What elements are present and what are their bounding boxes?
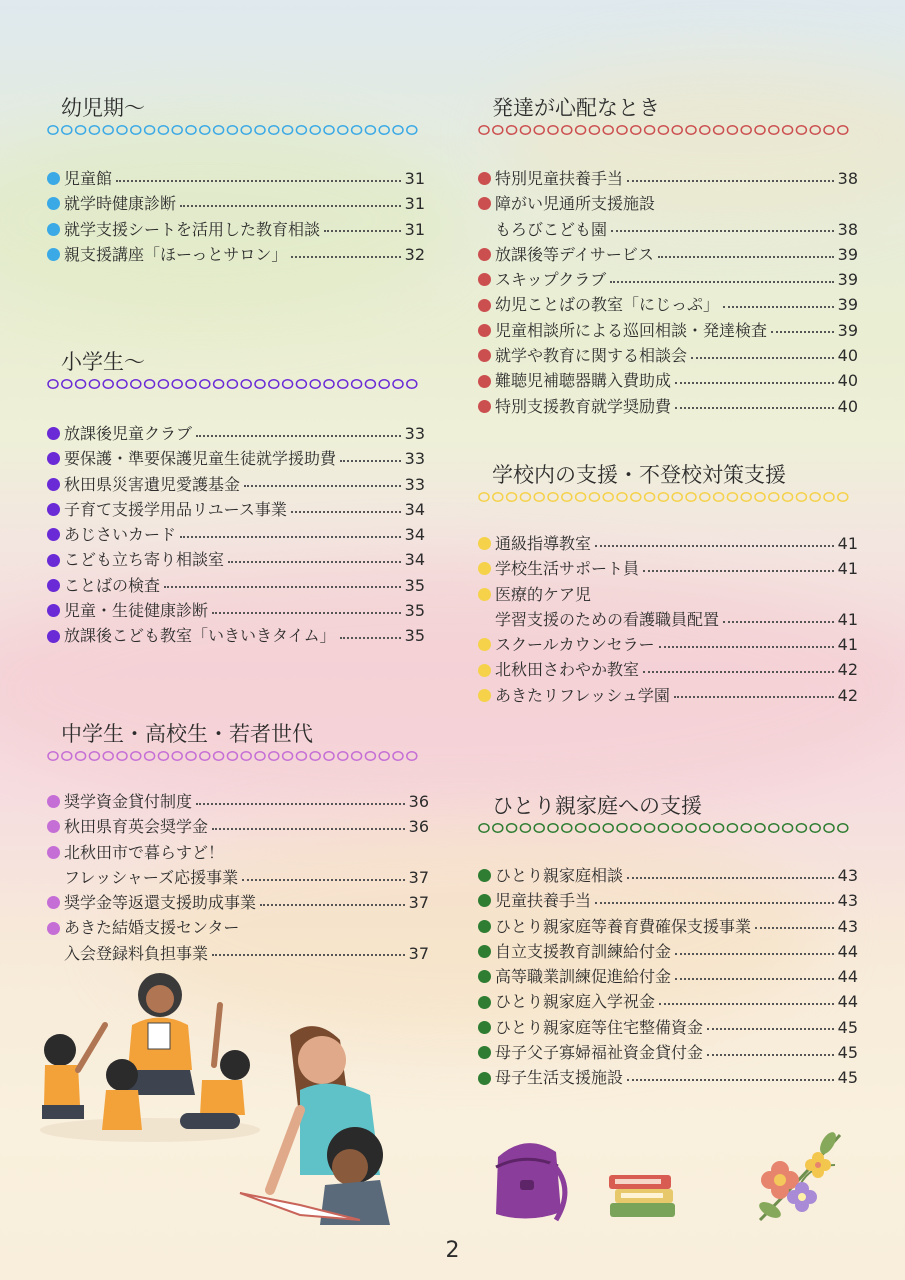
dot-leader: [691, 357, 834, 359]
section-infant: [47, 94, 425, 267]
list-item: [47, 814, 429, 839]
dot-leader: [659, 646, 834, 648]
item-page-number: 35: [404, 575, 425, 595]
list-item: [478, 1040, 858, 1065]
item-page-number: 33: [404, 449, 425, 469]
dot-leader: [324, 230, 401, 232]
item-page-number: 45: [837, 1068, 858, 1088]
bullet-icon: [47, 197, 60, 210]
item-label: スキップクラブ: [495, 270, 607, 290]
item-page-number: 31: [404, 169, 425, 188]
item-label: 就学や教育に関する相談会: [495, 346, 688, 366]
bullet-icon: [478, 349, 491, 362]
item-label: 児童館: [64, 169, 113, 188]
item-page-number: 31: [404, 219, 425, 239]
item-label: 北秋田さわやか教室: [495, 660, 640, 680]
section-title: 発達が心配なとき: [492, 96, 660, 120]
item-page-number: 41: [837, 559, 858, 579]
bullet-icon: [478, 689, 491, 702]
list-item: [478, 531, 858, 556]
bullet-icon: [478, 324, 491, 337]
bullet-icon: [478, 197, 491, 210]
list-item: [478, 632, 858, 657]
list-item: [478, 1015, 858, 1040]
item-label: 児童・生徒健康診断: [64, 601, 209, 621]
item-label: 特別支援教育就学奨励費: [495, 396, 672, 416]
dot-leader: [164, 586, 401, 588]
item-label: あきた結婚支援センター: [64, 918, 240, 938]
dot-leader: [196, 803, 405, 805]
section-title: 幼児期～: [61, 96, 145, 120]
bullet-icon: [478, 664, 491, 677]
bullet-icon: [478, 375, 491, 388]
list-item: [478, 914, 858, 939]
item-page-number: 40: [837, 371, 858, 391]
list-item: [47, 941, 429, 966]
item-label: 医療的ケア児: [495, 584, 592, 604]
item-page-number: 37: [408, 943, 429, 963]
bullet-icon: [47, 427, 60, 440]
item-label: 秋田県育英会奨学金: [64, 817, 209, 837]
dot-leader: [675, 382, 834, 384]
list-item: [478, 1065, 858, 1090]
item-label: 就学時健康診断: [64, 194, 177, 214]
dot-leader: [595, 545, 834, 547]
dot-leader: [340, 637, 401, 639]
dot-leader: [707, 1054, 834, 1056]
bullet-icon: [478, 172, 491, 185]
dot-leader: [674, 696, 834, 698]
item-label: ことばの検査: [64, 575, 161, 595]
dot-leader: [643, 671, 834, 673]
item-label: 母子生活支援施設: [495, 1068, 624, 1088]
item-label: 児童相談所による巡回相談・発達検査: [495, 320, 768, 340]
item-label: ひとり親家庭等養育費確保支援事業: [495, 916, 752, 936]
list-item: [47, 547, 425, 572]
item-label: 就学支援シートを活用した教育相談: [64, 219, 321, 239]
dot-leader: [116, 180, 401, 182]
section-title: ひとり親家庭への支援: [492, 794, 702, 818]
page-number: 2: [445, 1238, 460, 1263]
dot-leader: [643, 570, 834, 572]
list-item: [478, 657, 858, 682]
dotted-divider: [478, 822, 858, 834]
section-development: [478, 94, 858, 419]
dotted-divider: [47, 378, 425, 390]
item-label: 放課後こども教室「いきいきタイム」: [64, 626, 336, 646]
section-title: 中学生・高校生・若者世代: [61, 722, 313, 746]
list-item: [478, 888, 858, 913]
dot-leader: [611, 230, 834, 232]
bullet-icon: [47, 922, 60, 935]
list-item: [478, 267, 858, 292]
bullet-icon: [478, 1046, 491, 1059]
section-elementary: [47, 348, 425, 649]
section-title: 小学生～: [61, 350, 145, 374]
item-page-number: 38: [837, 169, 858, 188]
bullet-icon: [47, 452, 60, 465]
bullet-icon: [47, 820, 60, 833]
list-item: [478, 964, 858, 989]
dot-leader: [212, 612, 401, 614]
bullet-icon: [47, 579, 60, 592]
item-label: 母子父子寡婦福祉資金貸付金: [495, 1043, 704, 1063]
item-label: あじさいカード: [64, 525, 177, 545]
list-item: [47, 217, 425, 242]
item-label: 障がい児通所支援施設: [495, 194, 656, 214]
item-page-number: 33: [404, 474, 425, 494]
item-label: 子育て支援学用品リユース事業: [64, 499, 287, 519]
list-item: [478, 217, 858, 242]
item-page-number: 43: [837, 866, 858, 885]
list-item: [47, 789, 429, 814]
bullet-icon: [478, 248, 491, 261]
bullet-icon: [47, 846, 60, 859]
dot-leader: [610, 281, 833, 283]
item-page-number: 33: [404, 424, 425, 443]
list-item: [478, 582, 858, 607]
dot-leader: [180, 205, 401, 207]
bullet-icon: [478, 562, 491, 575]
bullet-icon: [47, 795, 60, 808]
dot-leader: [723, 621, 834, 623]
bullet-icon: [47, 630, 60, 643]
dot-leader: [340, 460, 401, 462]
section-single-parent: [478, 792, 858, 1091]
dot-leader: [627, 1079, 834, 1081]
item-page-number: 39: [837, 270, 858, 290]
dot-leader: [627, 877, 834, 879]
list-item: [478, 292, 858, 317]
item-label: フレッシャーズ応援事業: [64, 867, 239, 887]
item-page-number: 42: [837, 660, 858, 680]
item-label: あきたリフレッシュ学園: [495, 685, 670, 705]
item-label: 特別児童扶養手当: [495, 169, 624, 188]
item-page-number: 32: [404, 244, 425, 264]
dot-leader: [228, 561, 401, 563]
list-item: [47, 242, 425, 267]
item-page-number: 36: [408, 792, 429, 811]
backpack-illustration: [486, 1132, 571, 1227]
dotted-divider: [478, 491, 858, 503]
item-page-number: 39: [837, 295, 858, 315]
list-item: [478, 242, 858, 267]
list-item: [478, 556, 858, 581]
item-page-number: 44: [837, 992, 858, 1012]
item-page-number: 35: [404, 626, 425, 646]
item-label: 要保護・準要保護児童生徒就学援助費: [64, 449, 337, 469]
list-item: [478, 166, 858, 191]
item-label: 通級指導教室: [495, 534, 592, 553]
list-item: [478, 343, 858, 368]
item-label: 高等職業訓練促進給付金: [495, 967, 672, 987]
item-label: ひとり親家庭等住宅整備資金: [495, 1017, 704, 1037]
bullet-icon: [478, 869, 491, 882]
item-page-number: 31: [404, 194, 425, 214]
bullet-icon: [47, 554, 60, 567]
bullet-icon: [47, 503, 60, 516]
list-item: [478, 683, 858, 708]
list-item: [478, 989, 858, 1014]
list-item: [47, 472, 425, 497]
item-label: こども立ち寄り相談室: [64, 550, 225, 570]
bullet-icon: [478, 273, 491, 286]
bullet-icon: [478, 400, 491, 413]
bullet-icon: [478, 1021, 491, 1034]
bullet-icon: [478, 894, 491, 907]
bullet-icon: [478, 537, 491, 550]
item-label: 親支援講座「ほーっとサロン」: [64, 244, 288, 264]
item-label: 入会登録料負担事業: [64, 943, 209, 963]
list-item: [47, 421, 425, 446]
item-page-number: 39: [837, 320, 858, 340]
dot-leader: [242, 879, 405, 881]
dot-leader: [771, 331, 834, 333]
dot-leader: [595, 902, 834, 904]
item-page-number: 38: [837, 219, 858, 239]
list-item: [478, 394, 858, 419]
bullet-icon: [47, 478, 60, 491]
bullet-icon: [47, 896, 60, 909]
item-page-number: 45: [837, 1043, 858, 1063]
section-junior-high: [47, 720, 429, 966]
item-label: 秋田県災害遺児愛護基金: [64, 474, 241, 494]
list-item: [47, 840, 429, 865]
dotted-divider: [478, 124, 858, 136]
item-label: 学校生活サポート員: [495, 559, 640, 579]
item-page-number: 43: [837, 891, 858, 911]
item-page-number: 34: [404, 499, 425, 519]
list-item: [478, 607, 858, 632]
dot-leader: [212, 828, 405, 830]
dot-leader: [196, 435, 401, 437]
item-page-number: 41: [837, 534, 858, 553]
list-item: [47, 446, 425, 471]
section-school-support: [478, 461, 858, 708]
item-label: 放課後等デイサービス: [495, 244, 654, 264]
item-page-number: 37: [408, 867, 429, 887]
dot-leader: [707, 1028, 834, 1030]
bullet-icon: [478, 1072, 491, 1085]
list-item: [47, 890, 429, 915]
list-item: [478, 318, 858, 343]
bullet-icon: [47, 223, 60, 236]
item-page-number: 42: [837, 685, 858, 705]
bullet-icon: [478, 588, 491, 601]
dot-leader: [291, 256, 400, 258]
list-item: [47, 598, 425, 623]
list-item: [47, 497, 425, 522]
dotted-divider: [47, 124, 425, 136]
item-label: もろびこども園: [495, 219, 608, 239]
item-page-number: 35: [404, 601, 425, 621]
bullet-icon: [478, 945, 491, 958]
list-item: [47, 191, 425, 216]
item-page-number: 40: [837, 396, 858, 416]
list-item: [478, 939, 858, 964]
item-page-number: 40: [837, 346, 858, 366]
dot-leader: [627, 180, 834, 182]
bullet-icon: [478, 970, 491, 983]
bullet-icon: [47, 248, 60, 261]
dot-leader: [244, 485, 401, 487]
reading-illustration: [230, 1015, 400, 1230]
item-label: 放課後児童クラブ: [64, 424, 193, 443]
list-item: [47, 522, 425, 547]
item-page-number: 34: [404, 550, 425, 570]
item-page-number: 39: [837, 244, 858, 264]
dot-leader: [675, 407, 834, 409]
item-label: 北秋田市で暮らすど！: [64, 842, 225, 862]
bullet-icon: [478, 299, 491, 312]
list-item: [47, 915, 429, 940]
item-label: スクールカウンセラー: [495, 635, 655, 655]
list-item: [47, 623, 425, 648]
books-illustration: [605, 1165, 680, 1225]
item-page-number: 44: [837, 967, 858, 987]
dot-leader: [675, 978, 834, 980]
bullet-icon: [47, 604, 60, 617]
dot-leader: [755, 927, 834, 929]
item-label: 自立支援教育訓練給付金: [495, 941, 672, 961]
dot-leader: [291, 511, 401, 513]
item-label: 難聴児補聴器購入費助成: [495, 371, 672, 391]
item-page-number: 44: [837, 941, 858, 961]
item-page-number: 41: [837, 635, 858, 655]
bullet-icon: [478, 996, 491, 1009]
item-page-number: 34: [404, 525, 425, 545]
dot-leader: [723, 306, 834, 308]
bullet-icon: [478, 920, 491, 933]
item-page-number: 37: [408, 893, 429, 913]
dot-leader: [675, 953, 834, 955]
dot-leader: [658, 256, 834, 258]
bullet-icon: [478, 638, 491, 651]
bullet-icon: [47, 172, 60, 185]
item-label: 学習支援のための看護職員配置: [495, 609, 720, 629]
item-page-number: 43: [837, 916, 858, 936]
item-page-number: 41: [837, 609, 858, 629]
flowers-illustration: [740, 1125, 850, 1230]
item-label: 幼児ことばの教室「にじっぷ」: [495, 295, 720, 315]
dot-leader: [260, 904, 405, 906]
dot-leader: [212, 954, 405, 956]
item-label: ひとり親家庭入学祝金: [495, 992, 656, 1012]
list-item: [478, 863, 858, 888]
dotted-divider: [47, 750, 429, 762]
list-item: [47, 573, 425, 598]
item-label: 奨学金等返還支援助成事業: [64, 893, 257, 913]
bullet-icon: [47, 528, 60, 541]
section-title: 学校内の支援・不登校対策支援: [492, 463, 786, 487]
list-item: [478, 368, 858, 393]
dot-leader: [180, 536, 401, 538]
item-label: 奨学資金貸付制度: [64, 792, 193, 811]
dot-leader: [659, 1003, 834, 1005]
item-page-number: 45: [837, 1017, 858, 1037]
list-item: [47, 865, 429, 890]
list-item: [47, 166, 425, 191]
item-label: ひとり親家庭相談: [495, 866, 624, 885]
item-page-number: 36: [408, 817, 429, 837]
list-item: [478, 191, 858, 216]
item-label: 児童扶養手当: [495, 891, 592, 911]
